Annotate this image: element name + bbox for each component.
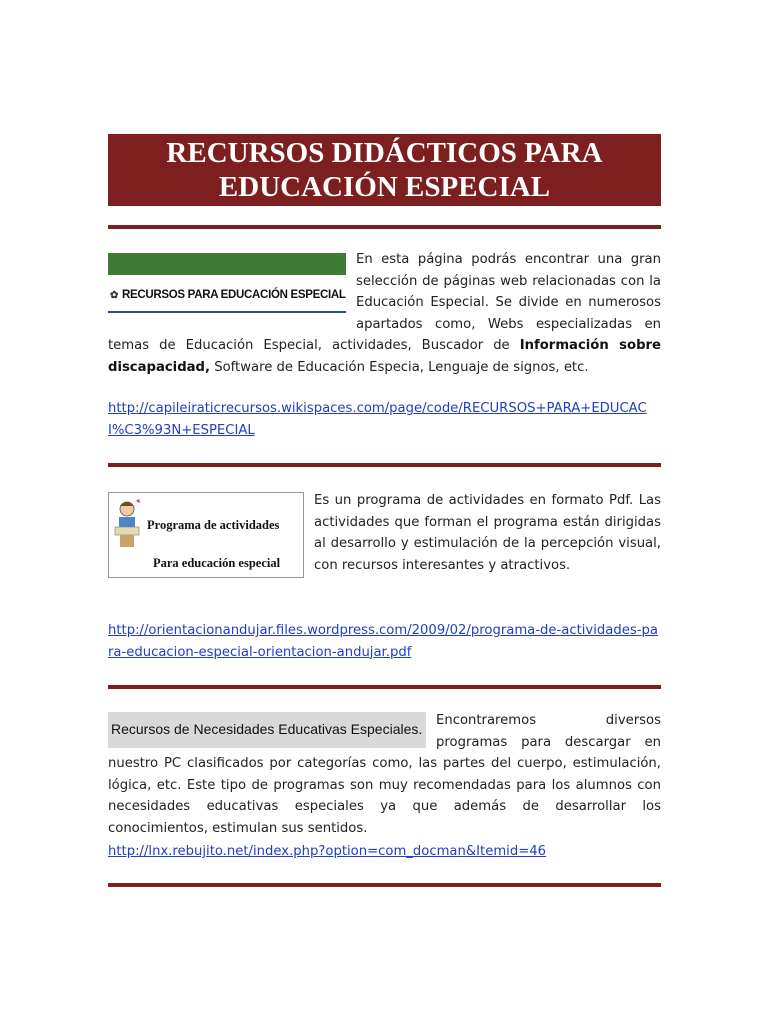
- section3-description: Encontraremos diversos programas para descargar en nuestro PC clasificados por categorías como, las partes del cuerpo, estimulación, lógica, etc. Este tipo de programas son muy recomendadas para los alumnos con necesidades educativas especiales ya que además de desarrollar los conocimientos, estimulan sus sentidos.: [108, 713, 661, 836]
- green-band: [108, 253, 346, 275]
- section2-link[interactable]: http://orientacionandujar.files.wordpress.com/2009/02/programa-de-actividades-para-educacion-especial-orientacion-andujar.pdf: [108, 623, 658, 660]
- section2-text: [108, 490, 661, 580]
- recursos-banner-image: [108, 253, 346, 315]
- seal-icon: ✿: [109, 290, 119, 302]
- banner-text: RECURSOS PARA EDUCACIÓN ESPECIAL: [122, 289, 346, 302]
- divider: [108, 463, 661, 467]
- child-reading-icon: [112, 497, 144, 549]
- section3-link[interactable]: http://lnx.rebujito.net/index.php?option=com_docman&Itemid=46: [108, 844, 547, 859]
- section1-bold-text: Información sobre discapacidad,: [108, 338, 661, 375]
- image-title-line1: Programa de actividades: [147, 518, 280, 532]
- page-title-line2: EDUCACIÓN ESPECIAL: [218, 171, 551, 203]
- image-title-line2: Para educación especial: [153, 556, 281, 570]
- banner-underline: [108, 311, 346, 313]
- divider: [108, 225, 661, 229]
- section1-description-end: Software de Educación Especia, Lenguaje de signos, etc.: [210, 359, 589, 375]
- section1-description: En esta página podrás encontrar una gran selección de páginas web relacionadas con la Educación Especial. Se divide en numerosos apartados como, Webs especializadas en temas de Educación Especial, actividades, Buscador de: [108, 252, 661, 353]
- section2-description: Es un programa de actividades en formato Pdf. Las actividades que forman el programa están dirigidas al desarrollo y estimulación de la percepción visual, con recursos interesantes y atractivos.: [314, 493, 661, 573]
- necesidades-educativas-image: [108, 712, 426, 748]
- image-caption: Recursos de Necesidades Educativas Especiales.: [111, 721, 423, 738]
- page-title-line1: RECURSOS DIDÁCTICOS PARA: [166, 137, 603, 169]
- section1-text: [108, 249, 661, 378]
- programa-actividades-image: [108, 492, 304, 578]
- divider: [108, 685, 661, 689]
- page-title: [108, 134, 661, 206]
- divider: [108, 883, 661, 887]
- section1-link[interactable]: http://capileiraticrecursos.wikispaces.com/page/code/RECURSOS+PARA+EDUCACI%C3%93N+ESPECIAL: [108, 401, 647, 438]
- section3-text: [108, 710, 661, 839]
